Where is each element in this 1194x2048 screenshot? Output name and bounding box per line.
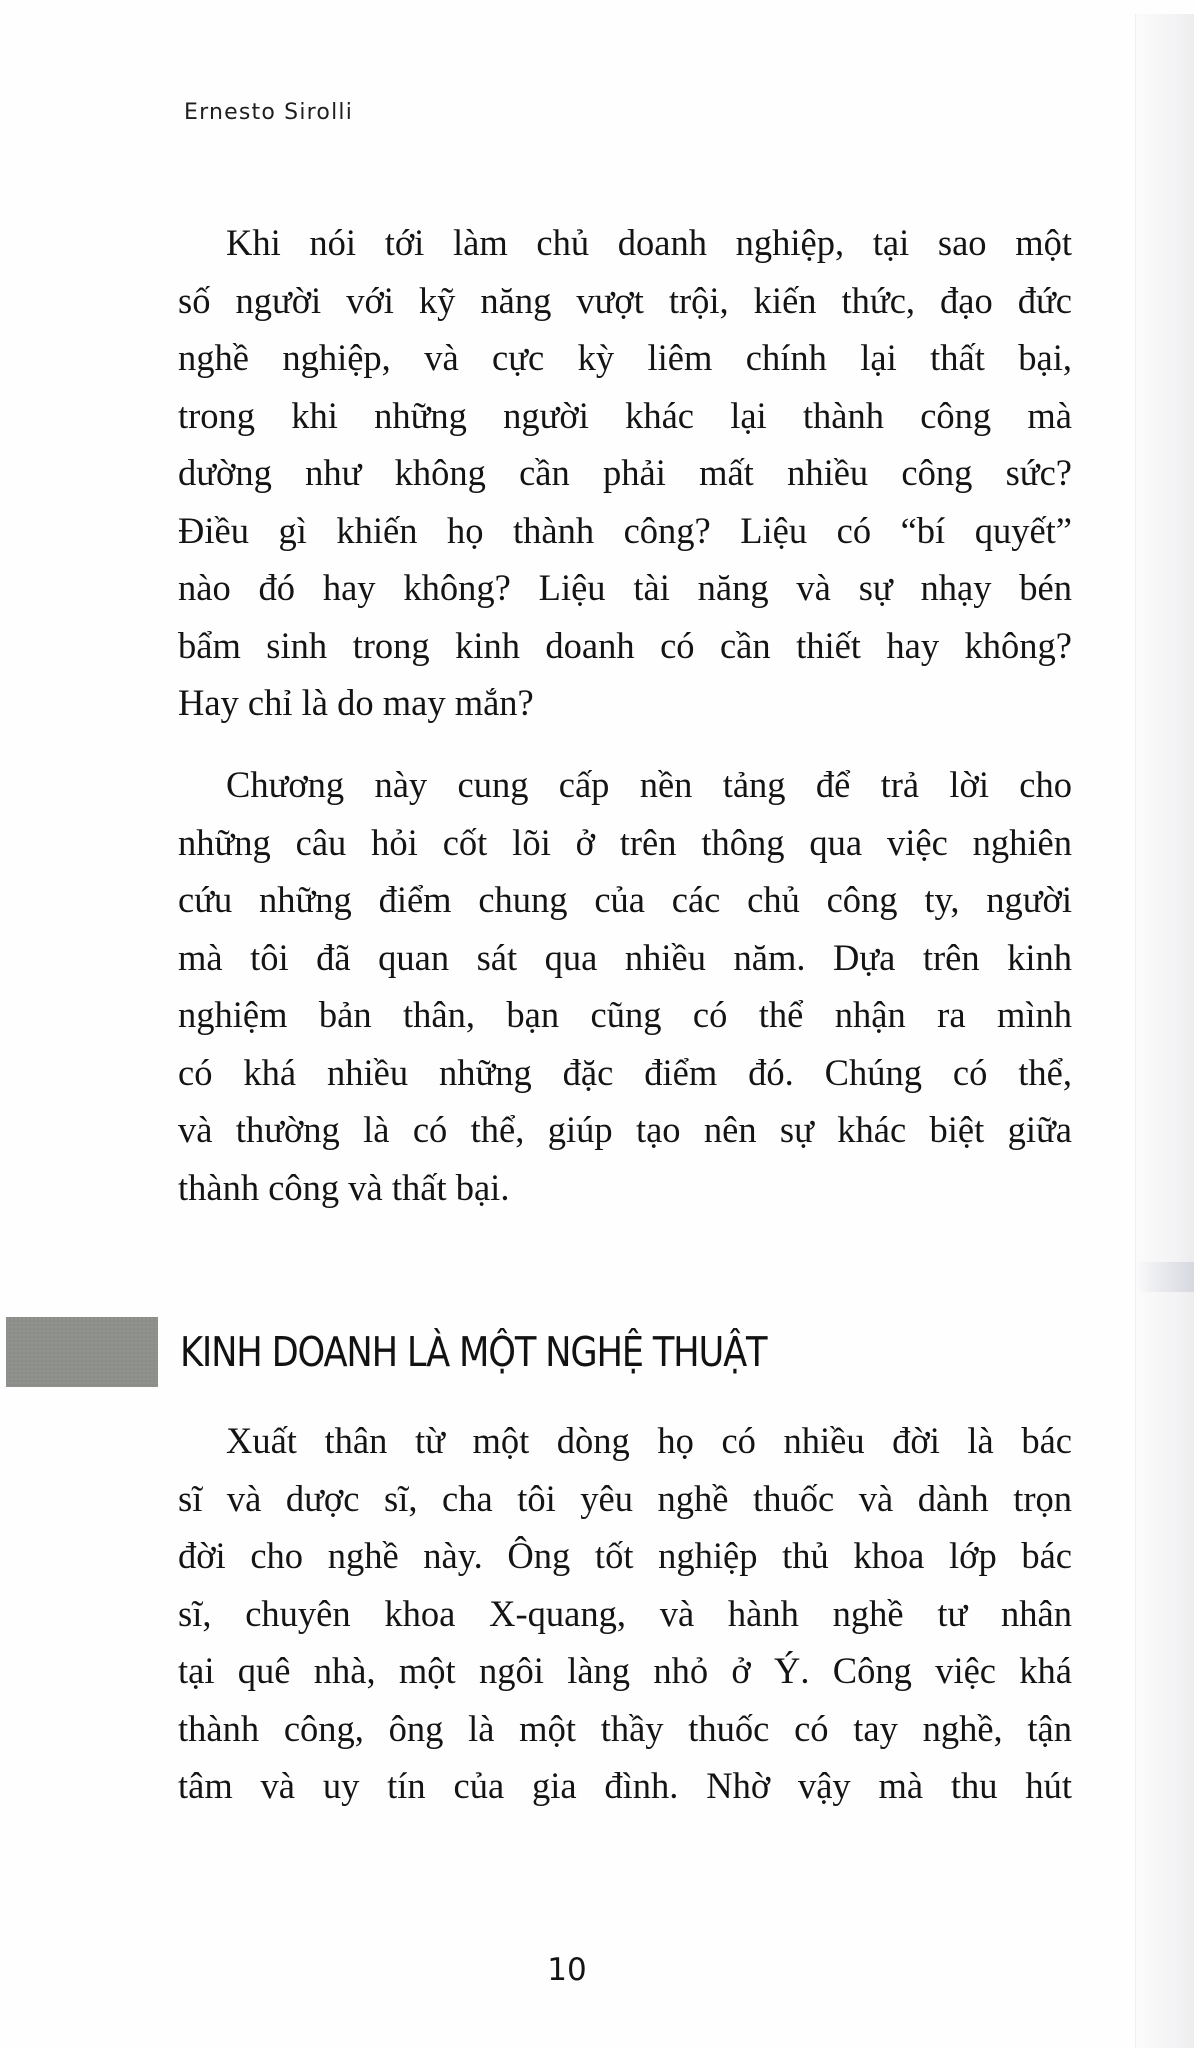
- page-number: 10: [547, 1952, 587, 1988]
- text-line: Xuất thân từ một dòng họ có nhiều đời là bác: [226, 1420, 1072, 1461]
- text-line: những câu hỏi cốt lõi ở trên thông qua việc nghiên: [178, 821, 1072, 863]
- heading-marker-bar: [6, 1317, 158, 1387]
- page-edge-smudge: [1136, 1262, 1194, 1292]
- text-line: Chương này cung cấp nền tảng để trả lời cho: [226, 764, 1072, 805]
- page-edge-shadow: [1135, 14, 1194, 2048]
- text-line: và thường là có thể, giúp tạo nên sự khác biệt giữa: [178, 1109, 1072, 1150]
- text-line: trong khi những người khác lại thành công mà: [178, 394, 1072, 436]
- paragraph-3: [178, 1412, 1072, 1815]
- paragraph-1: [178, 214, 1072, 732]
- text-line: nào đó hay không? Liệu tài năng và sự nhạy bén: [178, 567, 1072, 608]
- text-line: số người với kỹ năng vượt trội, kiến thức, đạo đức: [178, 279, 1072, 321]
- text-line: cứu những điểm chung của các chủ công ty, người: [178, 879, 1072, 920]
- text-line: Điều gì khiến họ thành công? Liệu có “bí quyết”: [178, 509, 1072, 551]
- text-line: nghiệm bản thân, bạn cũng có thể nhận ra mình: [178, 994, 1072, 1035]
- text-line: thành công và thất bại.: [178, 1166, 510, 1208]
- text-line: Khi nói tới làm chủ doanh nghiệp, tại sao một: [226, 222, 1072, 263]
- text-line: sĩ, chuyên khoa X-quang, và hành nghề tư nhân: [178, 1592, 1072, 1634]
- text-line: có khá nhiều những đặc điểm đó. Chúng có thể,: [178, 1051, 1072, 1093]
- text-line: dường như không cần phải mất nhiều công sức?: [178, 452, 1072, 493]
- text-line: tại quê nhà, một ngôi làng nhỏ ở Ý. Công việc khá: [178, 1650, 1072, 1691]
- text-line: Hay chỉ là do may mắn?: [178, 682, 534, 723]
- text-line: bẩm sinh trong kinh doanh có cần thiết hay không?: [178, 624, 1072, 666]
- section-heading: [0, 1318, 862, 1386]
- text-line: đời cho nghề này. Ông tốt nghiệp thủ khoa lớp bác: [178, 1535, 1072, 1576]
- text-line: sĩ và dược sĩ, cha tôi yêu nghề thuốc và dành trọn: [178, 1477, 1072, 1519]
- text-line: nghề nghiệp, và cực kỳ liêm chính lại thất bại,: [178, 337, 1072, 378]
- paragraph-2: [178, 756, 1072, 1216]
- section-heading-title: KINH DOANH LÀ MỘT NGHỆ THUẬT: [180, 1328, 767, 1376]
- running-header-author: Ernesto Sirolli: [184, 100, 354, 125]
- text-line: mà tôi đã quan sát qua nhiều năm. Dựa trên kinh: [178, 936, 1072, 978]
- text-line: tâm và uy tín của gia đình. Nhờ vậy mà thu hút: [178, 1765, 1072, 1806]
- text-line: thành công, ông là một thầy thuốc có tay nghề, tận: [178, 1707, 1072, 1749]
